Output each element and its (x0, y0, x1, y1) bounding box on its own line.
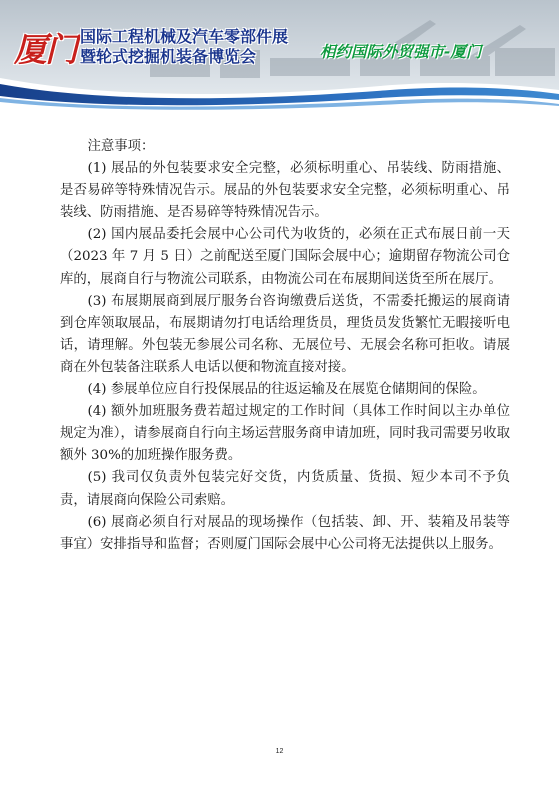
xiamen-logo: 厦门 (14, 30, 76, 69)
notice-item: (6) 展商必须自行对展品的现场操作（包括装、卸、开、装箱及吊装等事宜）安排指导和监督；否则厦门国际会展中心公司将无法提供以上服务。 (60, 514, 510, 552)
expo-title-line1: 国际工程机械及汽车零部件展 (80, 27, 289, 46)
notice-heading: 注意事项： (87, 139, 155, 154)
slogan: 相约国际外贸强市-厦门 (320, 43, 482, 61)
notice-item: (5) 我司仅负责外包装完好交货，内货质量、货损、短少本司不予负责，请展商向保险公司索赔。 (60, 470, 510, 508)
header-banner (0, 0, 559, 112)
expo-title (80, 27, 288, 67)
notice-section (60, 136, 510, 556)
notice-item: (3) 布展期展商到展厅服务台咨询缴费后送货，不需委托搬运的展商请到仓库领取展品，布展期请勿打电话给理货员，理货员发货繁忙无暇接听电话，请理解。外包装无参展公司名称、无展位号、无展会名称可拒收。请展商在外包装备注联系人电话以便和物流直接对接。 (60, 293, 510, 375)
notice-item: (1) 展品的外包装要求安全完整，必须标明重心、吊装线、防雨措施、是否易碎等特殊情况告示。展品的外包装要求安全完整，必须标明重心、吊装线、防雨措施、是否易碎等特殊情况告示。 (60, 161, 510, 221)
notice-item: (4) 额外加班服务费若超过规定的工作时间（具体工作时间以主办单位规定为准），请参展商自行向主场运营服务商申请加班，同时我司需要另收取额外 30%的加班操作服务费。 (60, 404, 510, 464)
expo-title-line2: 暨轮式挖掘机装备博览会 (80, 47, 257, 66)
notice-item: (4) 参展单位应自行投保展品的往返运输及在展览仓储期间的保险。 (87, 382, 486, 398)
notice-item: (2) 国内展品委托会展中心公司代为收货的，必须在正式布展日前一天（2023 年 7 月 5 日）之前配送至厦门国际会展中心；逾期留存物流公司仓库的，展商自行与物流公司联系，由物流公司在布展期间送货至所在展厅。 (60, 227, 510, 287)
page-number: 12 (275, 748, 284, 755)
